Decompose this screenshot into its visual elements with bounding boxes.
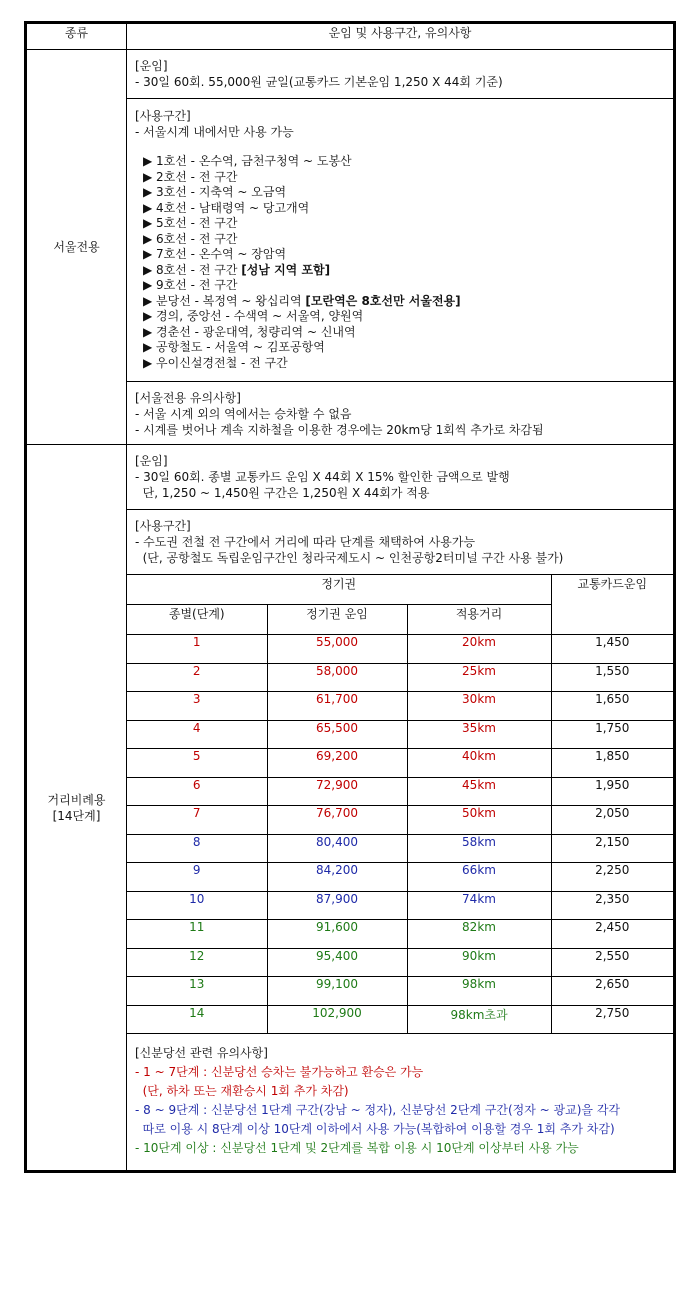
- grade-cell: 11: [127, 920, 267, 949]
- card-fare-cell: 1,450: [551, 635, 673, 664]
- grade-cell: 10: [127, 891, 267, 920]
- line-item: ▶ 4호선 - 남태령역 ~ 당고개역: [143, 200, 310, 215]
- seoul-range-title: [사용구간]: [135, 109, 191, 123]
- grade-row: [127, 920, 673, 949]
- line-item: ▶ 경춘선 - 광운대역, 청량리역 ~ 신내역: [143, 324, 356, 339]
- pass-fare-cell: 69,200: [267, 749, 407, 778]
- grade-row: [127, 635, 673, 664]
- note-grade-8-9-sub: 따로 이용 시 8단계 이상 10단계 이하에서 사용 가능(복합하여 이용할 경우 1회 추가 차감): [135, 1122, 615, 1136]
- grade-cell: 4: [127, 720, 267, 749]
- col-header-card-fare: 교통카드운임: [551, 575, 673, 635]
- seoul-note: - 시계를 벗어나 계속 지하철을 이용한 경우에는 20km당 1회씩 추가로 차감됨: [135, 423, 544, 437]
- distance-fare-line: 단, 1,250 ~ 1,450원 구간은 1,250원 X 44회가 적용: [135, 486, 430, 500]
- distance-cell: 58km: [407, 834, 551, 863]
- distance-notes-cell: [127, 1034, 674, 1171]
- grade-cell: 9: [127, 863, 267, 892]
- distance-fare-title: [운임]: [135, 454, 168, 468]
- seoul-note: - 서울 시계 외의 역에서는 승차할 수 없음: [135, 407, 352, 421]
- grade-cell: 8: [127, 834, 267, 863]
- line-item: ▶ 공항철도 - 서울역 ~ 김포공항역: [143, 340, 325, 354]
- col-header-pass-fare: 정기권 운임: [267, 605, 407, 635]
- distance-fare-cell: [127, 445, 674, 510]
- header-description: 운임 및 사용구간, 유의사항: [127, 24, 674, 50]
- card-fare-cell: 2,350: [551, 891, 673, 920]
- line-item-8: ▶ 8호선 - 전 구간 [성남 지역 포함]: [143, 262, 331, 277]
- card-fare-cell: 1,850: [551, 749, 673, 778]
- note-grade-1-7: - 1 ~ 7단계 : 신분당선 승차는 불가능하고 환승은 가능: [135, 1065, 424, 1079]
- grade-cell: 2: [127, 663, 267, 692]
- grade-row: [127, 891, 673, 920]
- grade-group-header-row: [127, 575, 673, 605]
- distance-fare-row: [27, 445, 674, 510]
- line-item: ▶ 7호선 - 온수역 ~ 장암역: [143, 247, 287, 261]
- card-fare-cell: 2,050: [551, 806, 673, 835]
- pass-fare-cell: 72,900: [267, 777, 407, 806]
- grade-cell: 12: [127, 948, 267, 977]
- card-fare-cell: 1,650: [551, 692, 673, 721]
- distance-fare-line: - 30일 60회. 종별 교통카드 운임 X 44회 X 15% 할인한 금액으로 발행: [135, 470, 510, 484]
- bundang-note: [모란역은 8호선만 서울전용]: [305, 293, 461, 308]
- distance-cell: 40km: [407, 749, 551, 778]
- grade-cell: 13: [127, 977, 267, 1006]
- pass-fare-cell: 102,900: [267, 1005, 407, 1033]
- note-grade-10-plus: - 10단계 이상 : 신분당선 1단계 및 2단계를 복합 이용 시 10단계 이상부터 사용 가능: [135, 1141, 579, 1155]
- pass-fare-cell: 61,700: [267, 692, 407, 721]
- pass-fare-cell: 65,500: [267, 720, 407, 749]
- grade-row: [127, 749, 673, 778]
- line-item: ▶ 5호선 - 전 구간: [143, 216, 238, 230]
- col-header-distance: 적용거리: [407, 605, 551, 635]
- grade-cell: 14: [127, 1005, 267, 1033]
- pass-fare-cell: 76,700: [267, 806, 407, 835]
- seoul-notes-cell: [127, 382, 674, 445]
- fare-table-container: [24, 21, 676, 1173]
- card-fare-cell: 2,250: [551, 863, 673, 892]
- grade-row: [127, 1005, 673, 1033]
- line-item: ▶ 6호선 - 전 구간: [143, 231, 238, 246]
- seoul-fare-line: - 30일 60회. 55,000원 균일(교통카드 기본운임 1,250 X 44회 기준): [135, 75, 503, 89]
- grade-row: [127, 777, 673, 806]
- grade-row: [127, 806, 673, 835]
- distance-range-title: [사용구간]: [135, 519, 191, 533]
- seoul-range-cell: [127, 99, 674, 382]
- col-header-grade: 종별(단계): [127, 605, 267, 635]
- grade-cell: 5: [127, 749, 267, 778]
- seoul-range-intro: - 서울시계 내에서만 사용 가능: [135, 124, 294, 139]
- grade-row: [127, 977, 673, 1006]
- distance-cell: 98km: [407, 977, 551, 1006]
- group-header-pass: 정기권: [127, 575, 551, 605]
- card-fare-cell: 1,950: [551, 777, 673, 806]
- line-item-bundang: ▶ 분당선 - 복정역 ~ 왕십리역 [모란역은 8호선만 서울전용]: [143, 293, 461, 308]
- grade-row: [127, 834, 673, 863]
- grade-row: [127, 948, 673, 977]
- grade-row: [127, 663, 673, 692]
- distance-category: 거리비례용 [14단계]: [27, 445, 127, 1171]
- distance-cell: 35km: [407, 720, 551, 749]
- grade-cell: 1: [127, 635, 267, 664]
- card-fare-cell: 1,750: [551, 720, 673, 749]
- pass-fare-cell: 91,600: [267, 920, 407, 949]
- header-type: 종류: [27, 24, 127, 50]
- card-fare-cell: 2,650: [551, 977, 673, 1006]
- line-item: ▶ 3호선 - 지축역 ~ 오금역: [143, 185, 287, 199]
- card-fare-cell: 2,150: [551, 834, 673, 863]
- seoul-note-title: [서울전용 유의사항]: [135, 391, 241, 405]
- distance-grade-cell: [127, 575, 674, 1034]
- distance-range-line: - 수도권 전철 전 구간에서 거리에 따라 단계를 채택하여 사용가능: [135, 535, 476, 549]
- card-fare-cell: 2,750: [551, 1005, 673, 1033]
- pass-fare-cell: 84,200: [267, 863, 407, 892]
- pass-fare-cell: 95,400: [267, 948, 407, 977]
- pass-fare-cell: 55,000: [267, 635, 407, 664]
- distance-cell: 90km: [407, 948, 551, 977]
- distance-cell: 25km: [407, 663, 551, 692]
- grade-cell: 3: [127, 692, 267, 721]
- line-item: ▶ 우이신설경전철 - 전 구간: [143, 355, 288, 370]
- pass-fare-cell: 87,900: [267, 891, 407, 920]
- line-item: ▶ 1호선 - 온수역, 금천구청역 ~ 도봉산: [143, 154, 352, 168]
- card-fare-cell: 2,450: [551, 920, 673, 949]
- grade-table: [127, 575, 673, 1033]
- pass-fare-cell: 80,400: [267, 834, 407, 863]
- pass-fare-cell: 99,100: [267, 977, 407, 1006]
- distance-cell: 74km: [407, 891, 551, 920]
- seoul-fare-title: [운임]: [135, 59, 168, 73]
- line-item: ▶ 2호선 - 전 구간: [143, 169, 238, 184]
- grade-row: [127, 692, 673, 721]
- distance-cell: 30km: [407, 692, 551, 721]
- grade-cell: 6: [127, 777, 267, 806]
- line-item: ▶ 경의, 중앙선 - 수색역 ~ 서울역, 양원역: [143, 309, 364, 323]
- distance-cell: 98km초과: [407, 1005, 551, 1033]
- pass-fare-cell: 58,000: [267, 663, 407, 692]
- seoul-fare-cell: [127, 50, 674, 99]
- distance-cell: 50km: [407, 806, 551, 835]
- line8-note: [성남 지역 포함]: [241, 262, 331, 277]
- grade-cell: 7: [127, 806, 267, 835]
- distance-range-line: (단, 공항철도 독립운임구간인 청라국제도시 ~ 인천공항2터미널 구간 사용 불가): [135, 551, 564, 565]
- note-grade-1-7-sub: (단, 하차 또는 재환승시 1회 추가 차감): [135, 1084, 349, 1098]
- card-fare-cell: 2,550: [551, 948, 673, 977]
- distance-cell: 45km: [407, 777, 551, 806]
- distance-range-cell: [127, 510, 674, 575]
- grade-row: [127, 720, 673, 749]
- distance-cell: 20km: [407, 635, 551, 664]
- table-header-row: [27, 24, 674, 50]
- seoul-category: 서울전용: [27, 50, 127, 445]
- grade-row: [127, 863, 673, 892]
- distance-cell: 66km: [407, 863, 551, 892]
- distance-cell: 82km: [407, 920, 551, 949]
- shinbundang-note-title: [신분당선 관련 유의사항]: [135, 1046, 268, 1060]
- line-item: ▶ 9호선 - 전 구간: [143, 278, 238, 292]
- card-fare-cell: 1,550: [551, 663, 673, 692]
- fare-table: [26, 23, 674, 1171]
- seoul-fare-row: [27, 50, 674, 99]
- note-grade-8-9: - 8 ~ 9단계 : 신분당선 1단계 구간(강남 ~ 정자), 신분당선 2단계 구간(정자 ~ 광교)을 각각: [135, 1103, 621, 1117]
